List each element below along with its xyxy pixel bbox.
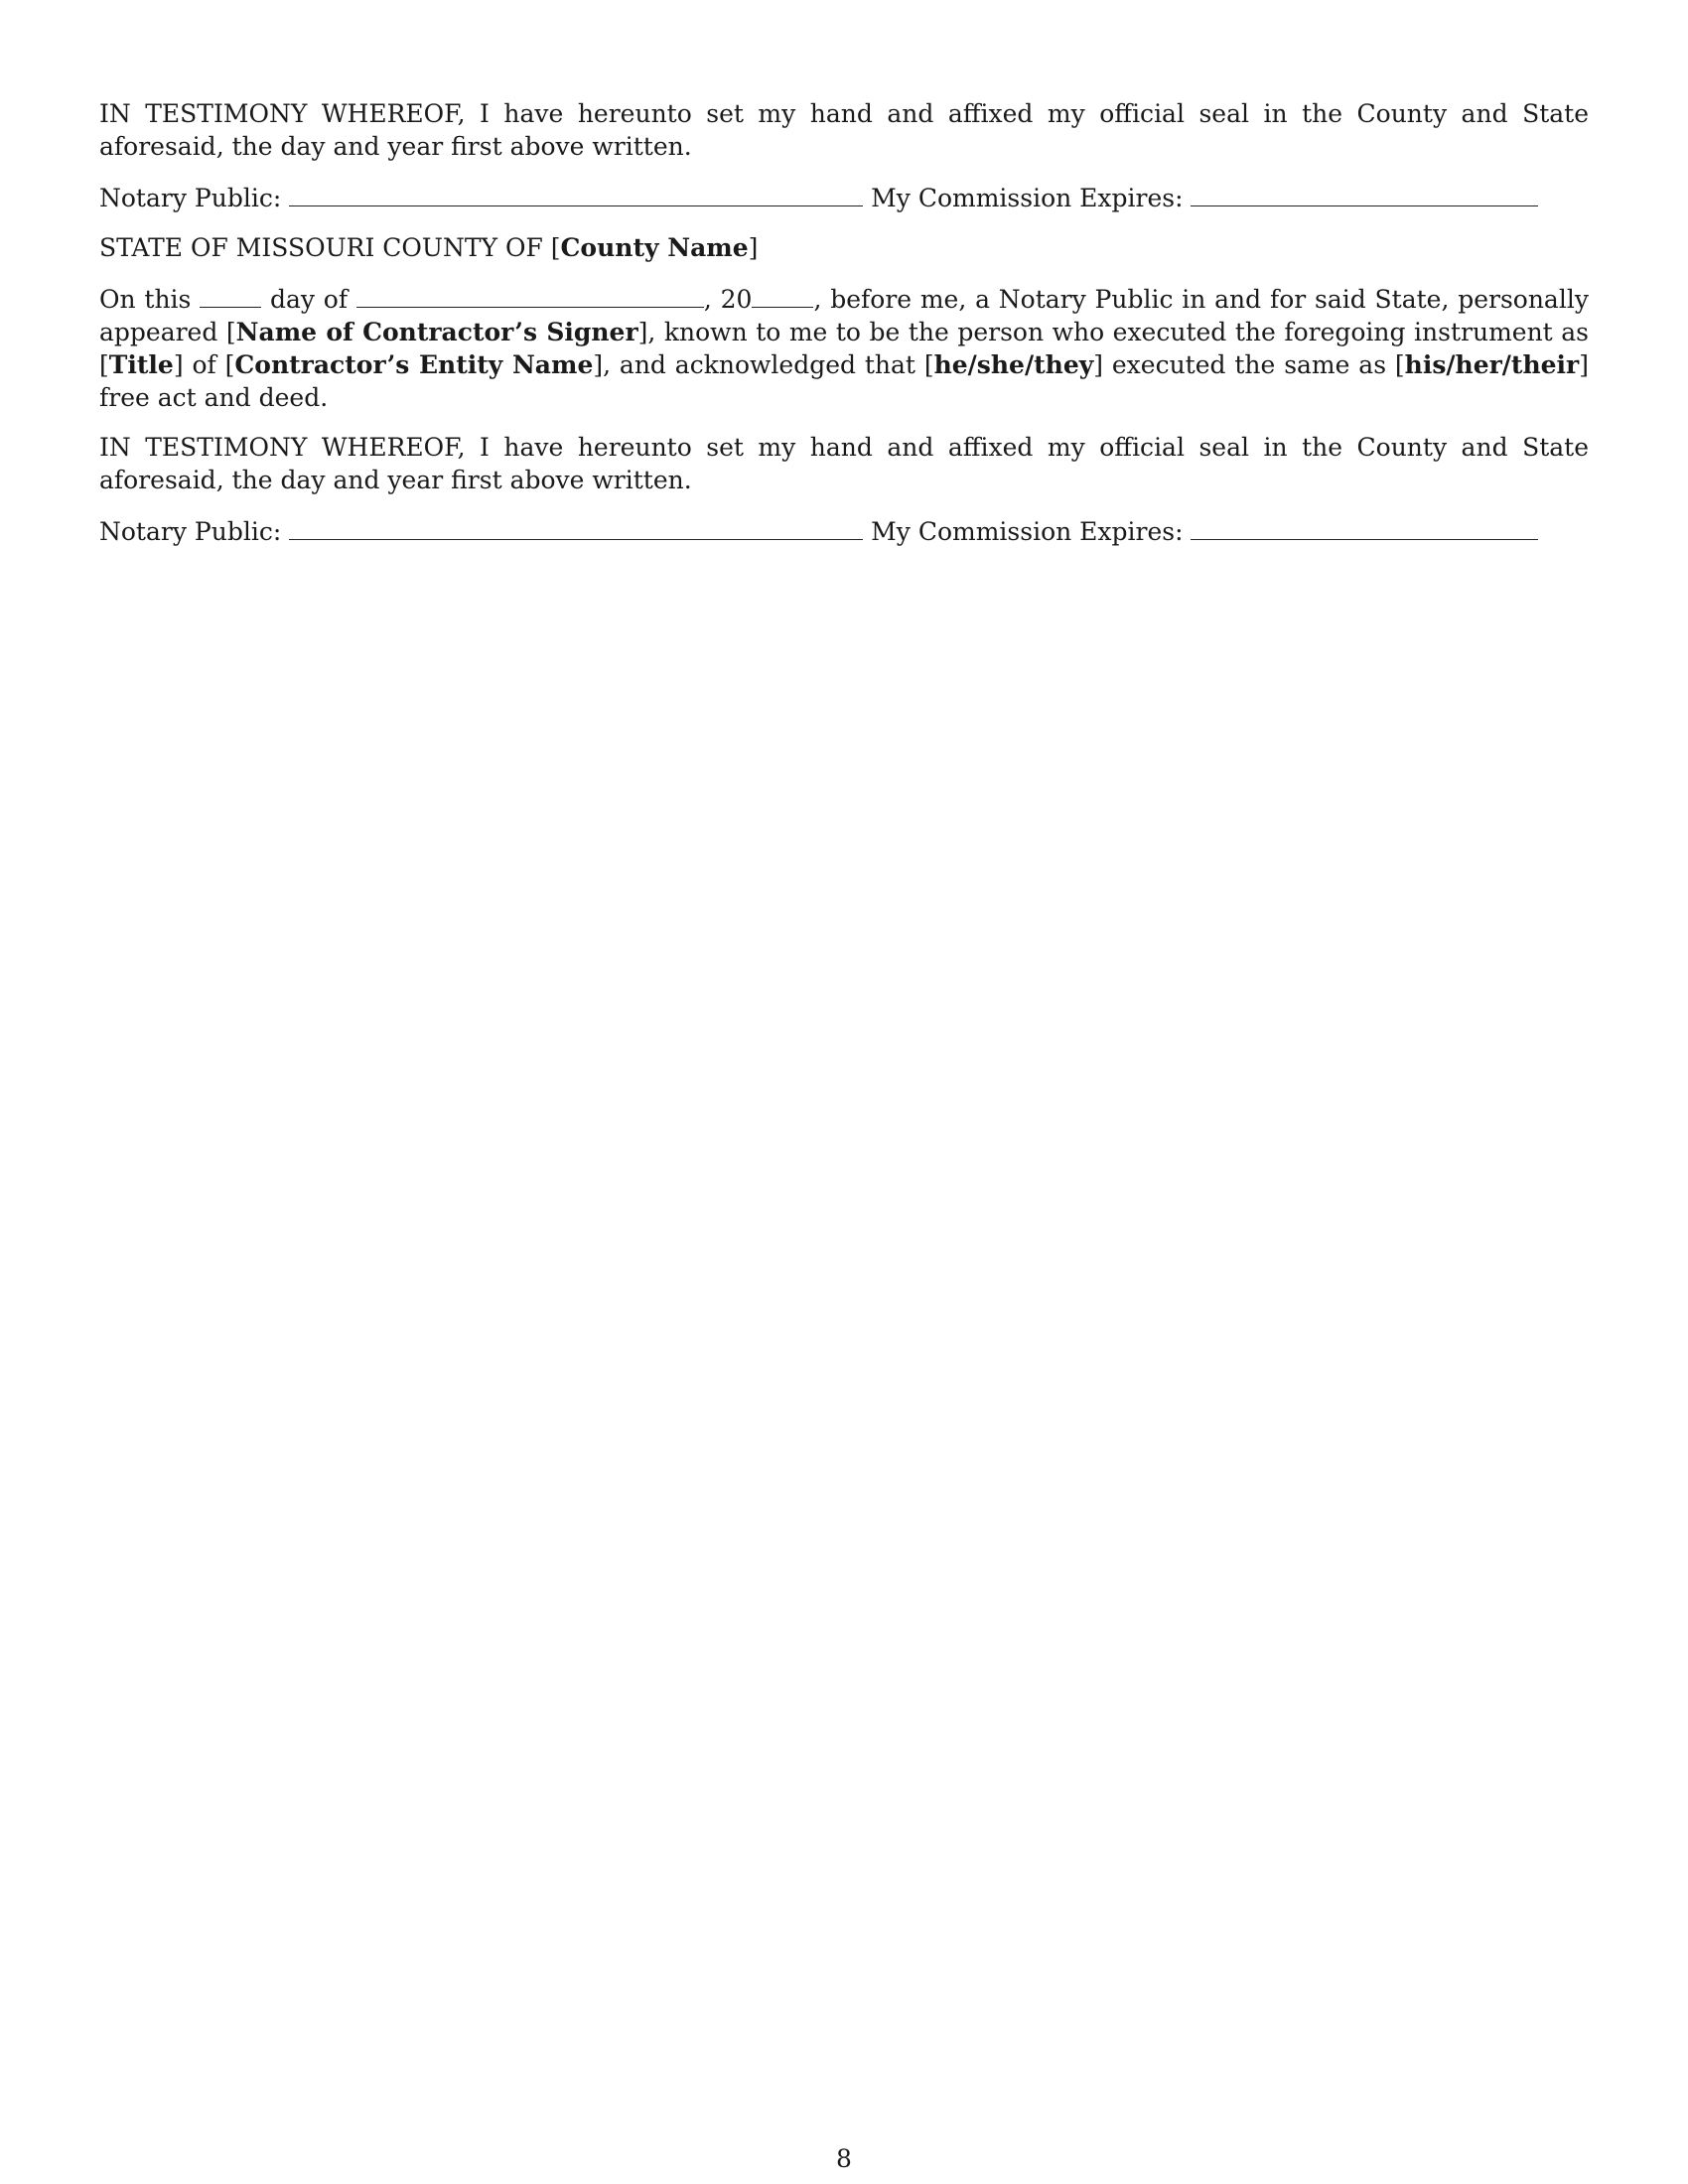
ack-text: ] of [ [173, 350, 235, 379]
notary-signature-line [99, 513, 1589, 548]
entity-name-placeholder: Contractor’s Entity Name [234, 350, 594, 379]
testimony-paragraph: IN TESTIMONY WHEREOF, I have hereunto set my hand and affixed my official seal in the County and State aforesaid, the day and year first above written. [99, 99, 1589, 161]
day-blank[interactable] [200, 281, 261, 308]
commission-expires-blank[interactable] [1191, 513, 1538, 540]
title-placeholder: Title [108, 350, 174, 379]
notary-signature-line [99, 180, 1589, 214]
commission-expires-label: My Commission Expires: [871, 184, 1184, 212]
testimony-paragraph: IN TESTIMONY WHEREOF, I have hereunto set my hand and affixed my official seal in the County and State aforesaid, the day and year first above written. [99, 433, 1589, 494]
year-blank[interactable] [752, 281, 813, 308]
bracket-close: ] [748, 233, 759, 262]
month-blank[interactable] [356, 281, 704, 308]
county-name-placeholder: County Name [560, 233, 749, 262]
page-number: 8 [836, 2144, 852, 2173]
ack-text: On this [99, 285, 192, 314]
possessive-placeholder: his/her/their [1404, 350, 1580, 379]
notary-document [99, 97, 1589, 565]
venue-line [99, 231, 1589, 264]
ack-text: ], known to me to be the person who executed the foregoing instrument as [ [99, 318, 1589, 379]
ack-text: , 20 [703, 285, 753, 314]
notary-public-label: Notary Public: [99, 517, 282, 546]
commission-expires-blank[interactable] [1191, 180, 1538, 206]
notary-public-blank[interactable] [289, 513, 863, 540]
state-county-text: STATE OF MISSOURI COUNTY OF [ [99, 233, 561, 262]
notary-public-blank[interactable] [289, 180, 863, 206]
ack-text: ] free act and deed. [99, 350, 1589, 412]
ack-text: ], and acknowledged that [ [593, 350, 934, 379]
ack-text: ] executed the same as [ [1093, 350, 1405, 379]
ack-text: day of [269, 285, 349, 314]
ack-text: , before me, a Notary Public in and for said State, personally appeared [ [99, 285, 1589, 346]
commission-expires-label: My Commission Expires: [871, 517, 1184, 546]
pronoun-placeholder: he/she/they [933, 350, 1094, 379]
notary-public-label: Notary Public: [99, 184, 282, 212]
signer-name-placeholder: Name of Contractor’s Signer [235, 318, 638, 346]
acknowledgment-paragraph [99, 281, 1589, 414]
